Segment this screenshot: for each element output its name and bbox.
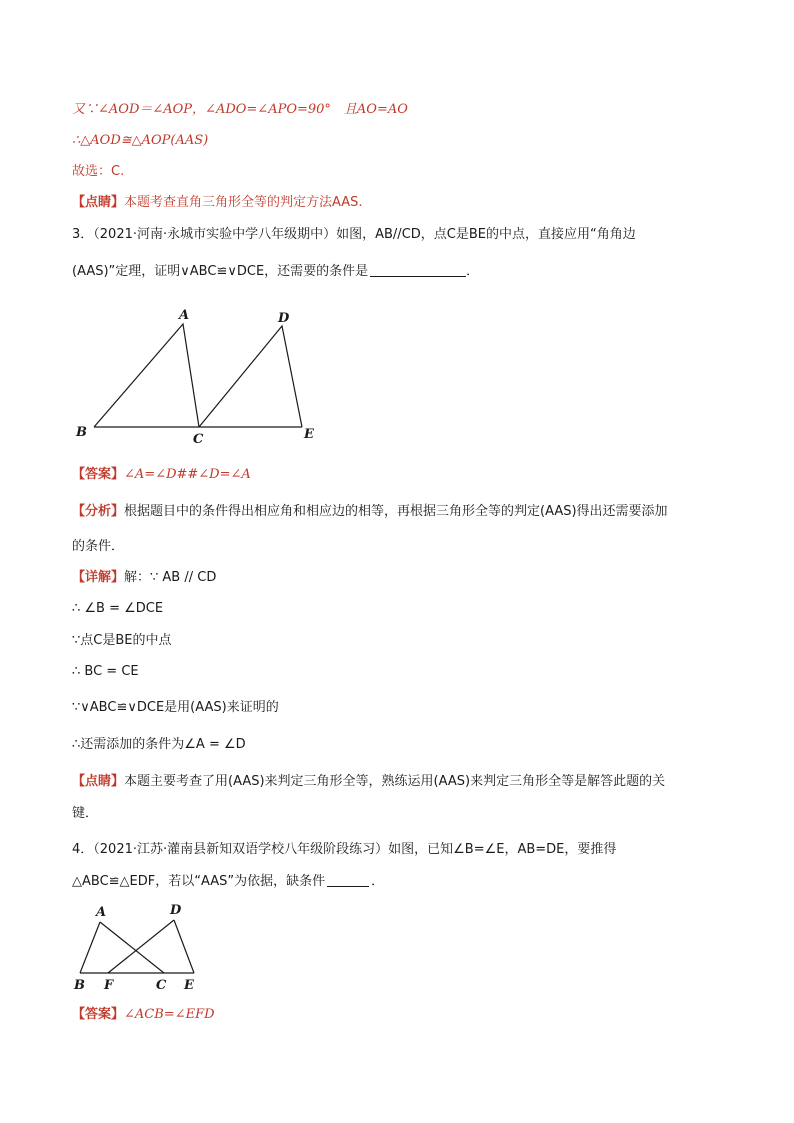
detail-step-2: ∵点C是BE的中点	[72, 633, 172, 648]
detail-step-3: ∴ BC = CE	[72, 664, 139, 679]
answer-tag-2: 【答案】	[72, 1007, 125, 1022]
segment-ab	[80, 922, 100, 973]
segment-ac	[100, 922, 164, 973]
analysis-line-1	[72, 502, 668, 522]
question-4-line-1: 4．（2021·江苏·灌南县新知双语学校八年级阶段练习）如图，已知∠B=∠E，AB=DE，要推得	[72, 842, 617, 857]
question-3-end: ．	[466, 264, 480, 279]
segment-fd	[108, 920, 174, 973]
choice-line: 故选：C.	[72, 164, 125, 179]
label-a-2: A	[96, 905, 107, 920]
label-c: C	[193, 432, 204, 447]
question-4-end: ．	[371, 874, 385, 889]
proof-line-1: 又∵∠AOD＝∠AOP，∠ADO=∠APO=90° 且AO=AO	[72, 102, 408, 117]
comment-tag-2: 【点睛】	[72, 774, 125, 789]
question-4-text: △ABC≌△EDF，若以“AAS”为依据，缺条件	[72, 874, 326, 889]
label-d: D	[278, 311, 290, 326]
label-b-2: B	[74, 978, 85, 993]
answer-blank	[370, 262, 466, 277]
answer-text: ∠A=∠D##∠D=∠A	[124, 467, 251, 482]
label-a: A	[179, 308, 190, 323]
comment-line-2	[72, 772, 665, 792]
segment-de	[174, 920, 194, 973]
question-3-text: (AAS)”定理，证明∨ABC≌∨DCE，还需要的条件是	[72, 264, 369, 279]
question-4-line-2	[72, 872, 384, 892]
detail-line	[72, 568, 216, 588]
detail-text: 解：∵ AB // CD	[124, 570, 217, 585]
comment-text: 本题考查直角三角形全等的判定方法AAS.	[124, 195, 363, 210]
label-c-2: C	[156, 978, 167, 993]
label-e: E	[304, 427, 314, 442]
analysis-tag: 【分析】	[72, 504, 125, 519]
proof-line-2: ∴△AOD≅△AOP(AAS)	[72, 133, 209, 148]
question-3-line-2	[72, 262, 479, 282]
comment-line-3: 键．	[72, 806, 99, 821]
figure-triangles-2	[70, 900, 210, 1000]
analysis-text: 根据题目中的条件得出相应角和相应边的相等，再根据三角形全等的判定(AAS)得出还需要添加	[124, 504, 668, 519]
label-b: B	[76, 425, 87, 440]
answer-4	[72, 1005, 215, 1025]
analysis-line-2: 的条件．	[72, 539, 125, 554]
comment-tag: 【点睛】	[72, 195, 125, 210]
detail-step-1: ∴ ∠B = ∠DCE	[72, 601, 164, 616]
comment-line-1	[72, 193, 363, 213]
comment-text-2: 本题主要考查了用(AAS)来判定三角形全等，熟练运用(AAS)来判定三角形全等是解答此题的关	[124, 774, 666, 789]
triangle-abc	[94, 324, 199, 427]
figure-triangles-1	[70, 300, 340, 450]
answer-text-2: ∠ACB=∠EFD	[124, 1007, 215, 1022]
label-d-2: D	[170, 903, 182, 918]
answer-blank-2	[327, 872, 369, 887]
answer-tag: 【答案】	[72, 467, 125, 482]
question-3-line-1: 3．（2021·河南·永城市实验中学八年级期中）如图，AB//CD，点C是BE的中点，直接应用“角角边	[72, 227, 636, 242]
label-f-2: F	[104, 978, 114, 993]
answer-3	[72, 465, 251, 485]
label-e-2: E	[184, 978, 194, 993]
detail-step-4: ∵∨ABC≌∨DCE是用(AAS)来证明的	[72, 700, 279, 715]
detail-tag: 【详解】	[72, 570, 125, 585]
triangle-dce	[199, 326, 302, 427]
detail-step-5: ∴还需添加的条件为∠A = ∠D	[72, 737, 246, 752]
